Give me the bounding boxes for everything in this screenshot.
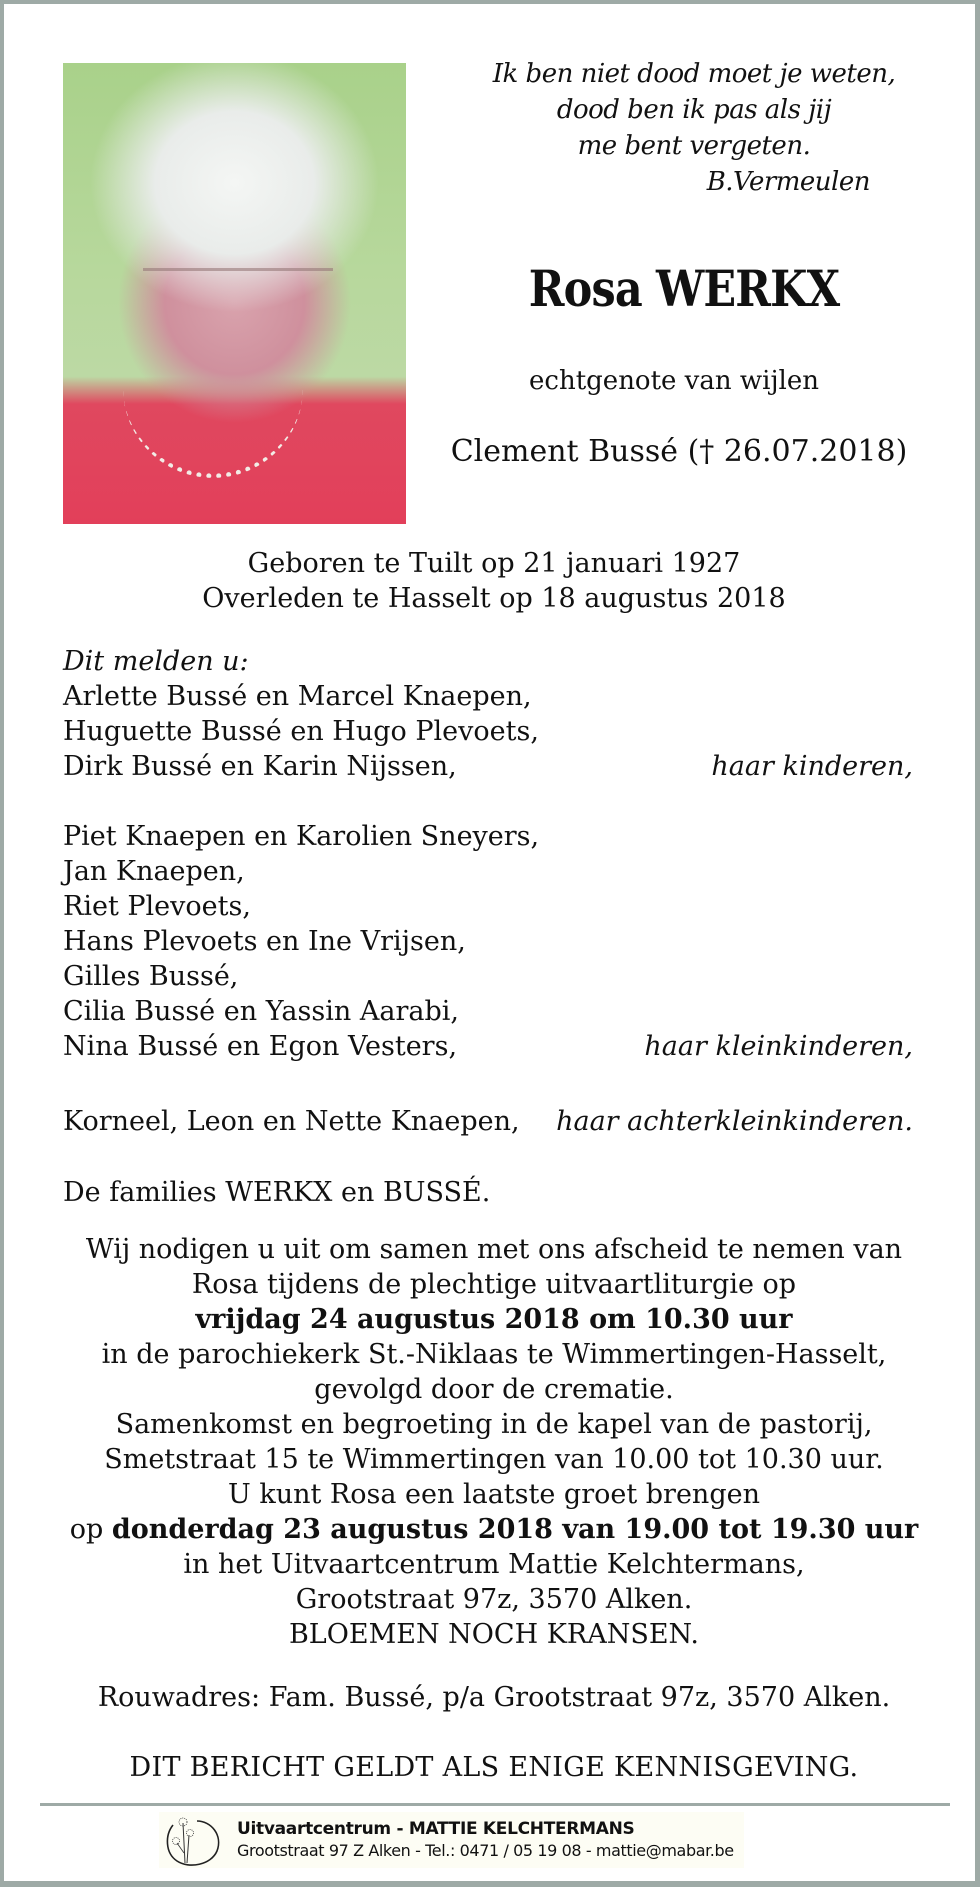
list-item: Korneel, Leon en Nette Knaepen, <box>63 1106 520 1137</box>
great-grandchildren-list <box>63 1104 913 1139</box>
funeral-home-name: Uitvaartcentrum - MATTIE KELCHTERMANS <box>237 1819 635 1839</box>
grandchildren-list <box>63 819 913 1064</box>
quote-line: dood ben ik pas als jij <box>556 95 832 125</box>
spouse-label: echtgenote van wijlen <box>529 366 819 396</box>
invite-line: Grootstraat 97z, 3570 Alken. <box>295 1584 693 1615</box>
invite-line: in het Uitvaartcentrum Mattie Kelchtermans, <box>183 1549 805 1580</box>
viewing-datetime: donderdag 23 augustus 2018 van 19.00 tot 19.30 uur <box>111 1514 919 1545</box>
invite-line: U kunt Rosa een laatste groet brengen <box>228 1479 760 1510</box>
mourning-address: Rouwadres: Fam. Bussé, p/a Grootstraat 97z, 3570 Alken. <box>97 1682 891 1713</box>
invite-line: in de parochiekerk St.-Niklaas te Wimmertingen-Hasselt, <box>101 1339 887 1370</box>
list-item-row <box>63 749 913 784</box>
list-item-row <box>63 1104 913 1139</box>
vital-dates <box>4 546 980 616</box>
necklace-detail <box>123 363 303 478</box>
quote-line: me bent vergeten. <box>577 131 811 161</box>
spouse-name: Clement Bussé († 26.07.2018) <box>450 434 908 469</box>
list-item: Nina Bussé en Egon Vesters, <box>63 1031 458 1062</box>
quote-author: B.Vermeulen <box>706 167 870 197</box>
quote-line: Ik ben niet dood moet je weten, <box>492 59 896 89</box>
relation-label: haar achterkleinkinderen. <box>556 1106 913 1137</box>
memorial-quote <box>444 56 944 200</box>
invite-line: Rosa tijdens de plechtige uitvaartliturgie op <box>191 1269 797 1300</box>
relation-label: haar kinderen, <box>711 751 913 782</box>
funeral-home-banner <box>159 1812 744 1868</box>
invite-line: BLOEMEN NOCH KRANSEN. <box>288 1619 700 1650</box>
viewing-prefix: op <box>69 1514 112 1545</box>
death-line: Overleden te Hasselt op 18 augustus 2018 <box>202 583 786 614</box>
list-item: Hans Plevoets en Ine Vrijsen, <box>63 926 466 957</box>
announcement-intro: Dit melden u: <box>63 646 249 677</box>
funeral-home-contact: Grootstraat 97 Z Alken - Tel.: 0471 / 05 19 08 - mattie@mabar.be <box>237 1841 734 1860</box>
invite-line: Samenkomst en begroeting in de kapel van de pastorij, <box>115 1409 873 1440</box>
relation-label: haar kleinkinderen, <box>644 1031 913 1062</box>
list-item: Cilia Bussé en Yassin Aarabi, <box>63 996 459 1027</box>
list-item: Jan Knaepen, <box>63 856 245 887</box>
funeral-datetime: vrijdag 24 augustus 2018 om 10.30 uur <box>195 1304 793 1335</box>
deceased-name: Rosa WERKX <box>528 259 840 318</box>
funeral-home-info <box>237 1818 734 1862</box>
families-text: De families WERKX en BUSSÉ. <box>63 1177 491 1208</box>
children-list <box>63 644 913 784</box>
list-item: Huguette Bussé en Hugo Plevoets, <box>63 716 539 747</box>
invitation-paragraph <box>4 1232 980 1652</box>
families-line <box>63 1175 913 1210</box>
list-item: Dirk Bussé en Karin Nijssen, <box>63 751 457 782</box>
list-item: Riet Plevoets, <box>63 891 251 922</box>
list-item-row <box>63 1029 913 1064</box>
list-item: Arlette Bussé en Marcel Knaepen, <box>63 681 532 712</box>
footer-divider <box>40 1803 950 1806</box>
portrait-photo <box>63 63 406 524</box>
list-item: Piet Knaepen en Karolien Sneyers, <box>63 821 540 852</box>
flower-circle-logo-icon <box>163 1813 223 1867</box>
birth-line: Geboren te Tuilt op 21 januari 1927 <box>247 548 741 579</box>
invite-line: gevolgd door de crematie. <box>314 1374 674 1405</box>
invite-line: Wij nodigen u uit om samen met ons afscheid te nemen van <box>85 1234 903 1265</box>
sole-notice: DIT BERICHT GELDT ALS ENIGE KENNISGEVING. <box>129 1752 859 1783</box>
invite-line: Smetstraat 15 te Wimmertingen van 10.00 tot 10.30 uur. <box>104 1444 884 1475</box>
list-item: Gilles Bussé, <box>63 961 239 992</box>
viewing-line <box>4 1512 980 1547</box>
glasses-detail <box>143 268 333 311</box>
